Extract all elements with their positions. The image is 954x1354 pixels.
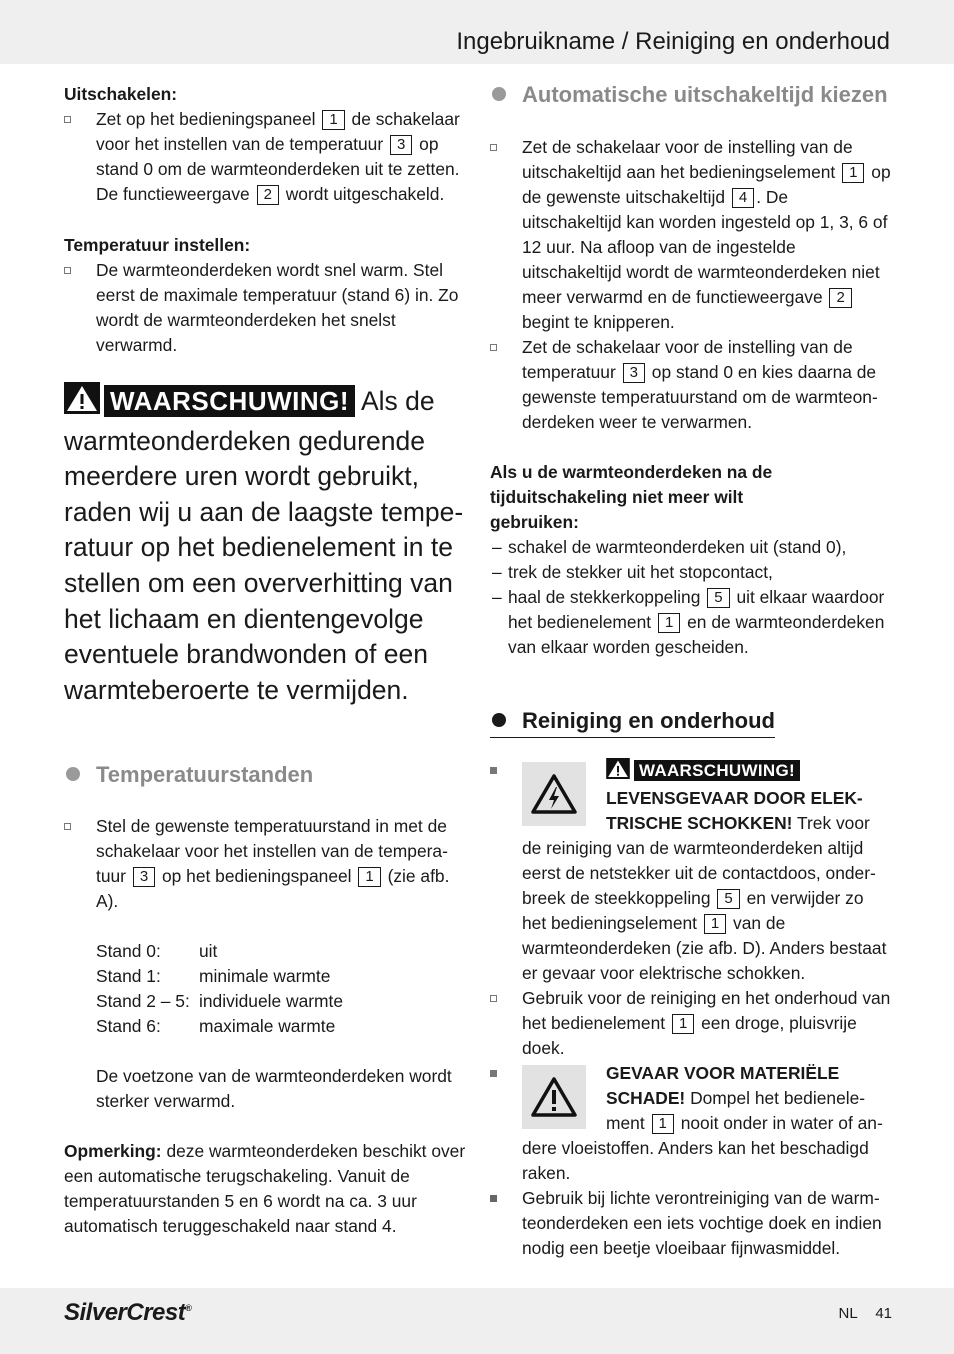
table-row: Stand 0: uit <box>96 941 218 962</box>
temp-bullet: De warmteonderdeken wordt snel warm. Stel eerst de maximale temperatuur (stand 6) in. Zo wordt de warmteonderdeken het snelst verwarmd. <box>64 258 468 358</box>
brand-logo: SilverCrest® <box>64 1299 192 1326</box>
warning-triangle-icon <box>606 758 630 786</box>
section-dot <box>66 767 80 781</box>
after-item-3: – haal de stekkerkoppeling 5 uit elkaar waardoor het bedienelement 1 en de warmteonderdeken van elkaar worden gescheiden. <box>490 585 892 660</box>
warning-label: WAARSCHUWING! <box>104 385 355 417</box>
bullet-marker <box>64 267 71 274</box>
footzone-text: De voetzone van de warmteonderdeken wordt sterker verwarmd. <box>96 1066 452 1112</box>
bullet-marker <box>490 1195 497 1202</box>
table-row: Stand 1: minimale warmte <box>96 966 331 987</box>
section-bullet: Stel de gewenste temperatuurstand in met de schakelaar voor het instellen van de temperatuur 3 op het bedieningspaneel 1 (zie afb. A). <box>64 814 468 914</box>
page-number: 41 <box>875 1305 892 1322</box>
big-warning <box>64 382 468 708</box>
clean-bullet-1: Gebruik voor de reiniging en het onderhoud van het bedienelement 1 een droge, pluisvrije doek. <box>490 986 892 1061</box>
section-reiniging: Reiniging en onderhoud <box>490 708 775 738</box>
ref-box: 1 <box>322 110 344 130</box>
ref-box: 1 <box>672 1014 694 1034</box>
section-temperatuurstanden: Temperatuurstanden <box>64 762 468 787</box>
right-column <box>490 82 892 1261</box>
ref-box: 1 <box>652 1114 674 1134</box>
bullet-marker <box>490 995 497 1002</box>
clean-bullet-2: Gebruik bij lichte verontreiniging van de warmteonderdeken een iets vochtige doek en indien nodig een beetje vloeibaar fijnwasmiddel. <box>490 1186 892 1261</box>
bullet-marker <box>490 1070 497 1077</box>
after-item-1: – schakel de warmteonderdeken uit (stand 0), <box>490 535 892 560</box>
table-row: Stand 6: maximale warmte <box>96 1016 336 1037</box>
left-column <box>64 82 468 1239</box>
temp-heading: Temperatuur instellen: <box>64 235 251 255</box>
ref-box: 1 <box>842 163 864 183</box>
language-code: NL <box>838 1305 858 1322</box>
off-heading: Uitschakelen: <box>64 84 178 104</box>
ref-box: 1 <box>658 613 680 633</box>
ref-box: 3 <box>623 363 645 383</box>
auto-bullet-2: Zet de schakelaar voor de instelling van de temperatuur 3 op stand 0 en kies daarna de gewenste temperatuurstand om de warmteonderdeken weer te verwarmen. <box>490 335 892 435</box>
bullet-marker <box>64 823 71 830</box>
bullet-marker <box>490 144 497 151</box>
ref-box: 2 <box>829 288 851 308</box>
warning-triangle-icon <box>64 382 100 424</box>
ref-box: 5 <box>707 588 729 608</box>
section-automatische-uitschakeltijd: Automatische uitschakeltijd kiezen <box>490 82 892 107</box>
warning-text: Als de warmteonderdeken gedurende meerdere uren wordt gebruikt, raden wij u aan de laagste temperatuur op het bedienelement in te stellen om een oververhitting van het lichaam en dientengevolge eventuele brandwonden of een warmteberoerte te vermijden. <box>64 386 464 705</box>
section-dot <box>492 87 506 101</box>
auto-bullet-1: Zet de schakelaar voor de instelling van de uitschakeltijd aan het bedieningselement 1 op de gewenste uitschakeltijd 4 . De uitschakeltijd kan worden ingesteld op 1, 3, 6 of 12 uur. Na afloop van de ingestelde uitschakeltijd wordt de warmteonderdeken niet meer verwarmd en de functieweergave 2 begint te knipperen. <box>490 135 892 335</box>
ref-box: 1 <box>358 867 380 887</box>
page-title: Ingebruikname / Reiniging en onderhoud <box>456 28 890 55</box>
bullet-marker <box>490 344 497 351</box>
after-heading: Als u de warmteonderdeken na de tijduitschakeling niet meer wilt gebruiken: <box>490 462 773 532</box>
ref-box: 1 <box>704 914 726 934</box>
ref-box: 3 <box>133 867 155 887</box>
clean-warning-2: GEVAAR VOOR MATERIËLE SCHADE! Dompel het bedienelement 1 nooit onder in water of andere vloeistoffen. Anders kan het beschadigd raken. <box>490 1061 892 1186</box>
bullet-marker <box>490 767 497 774</box>
note <box>64 1139 468 1239</box>
ref-box: 3 <box>390 135 412 155</box>
ref-box: 5 <box>717 889 739 909</box>
table-row: Stand 2 – 5: individuele warmte <box>96 991 344 1012</box>
ref-box: 2 <box>257 185 279 205</box>
page-info <box>825 1305 892 1322</box>
note-label: Opmerking: <box>64 1141 162 1162</box>
clean-warning-1: WAARSCHUWING! LEVENSGEVAAR DOOR ELEKTRISCHE SCHOKKEN! Trek voor de reiniging van de warmteonderdeken altijd eerst de netstekker uit de contactdoos, onderbreek de steekkoppeling 5 en verwijder zo het bedieningselement 1 van de warmteonderdeken (zie afb. D). Anders bestaat er gevaar voor elektrische schokken. <box>490 758 892 986</box>
electric-shock-icon <box>522 762 586 826</box>
ref-box: 4 <box>732 188 754 208</box>
after-item-2: – trek de stekker uit het stopcontact, <box>490 560 892 585</box>
bullet-marker <box>64 116 71 123</box>
note-text: deze warmteonderdeken beschikt over een automatische terugschakeling. Vanuit de temperatuurstanden 5 en 6 wordt na ca. 3 uur automatisch teruggeschakeld naar stand 4. <box>64 1141 466 1237</box>
off-bullet: Zet op het bedieningspaneel 1 de schakelaar voor het instellen van de temperatuur 3 op stand 0 om de warmteonderdeken uit te zetten. De functieweergave 2 wordt uitgeschakeld. <box>64 107 468 207</box>
section-dot <box>492 713 506 727</box>
warning-label: WAARSCHUWING! <box>634 760 800 781</box>
warning-sign-icon <box>522 1065 586 1129</box>
stand-table <box>96 939 468 1039</box>
